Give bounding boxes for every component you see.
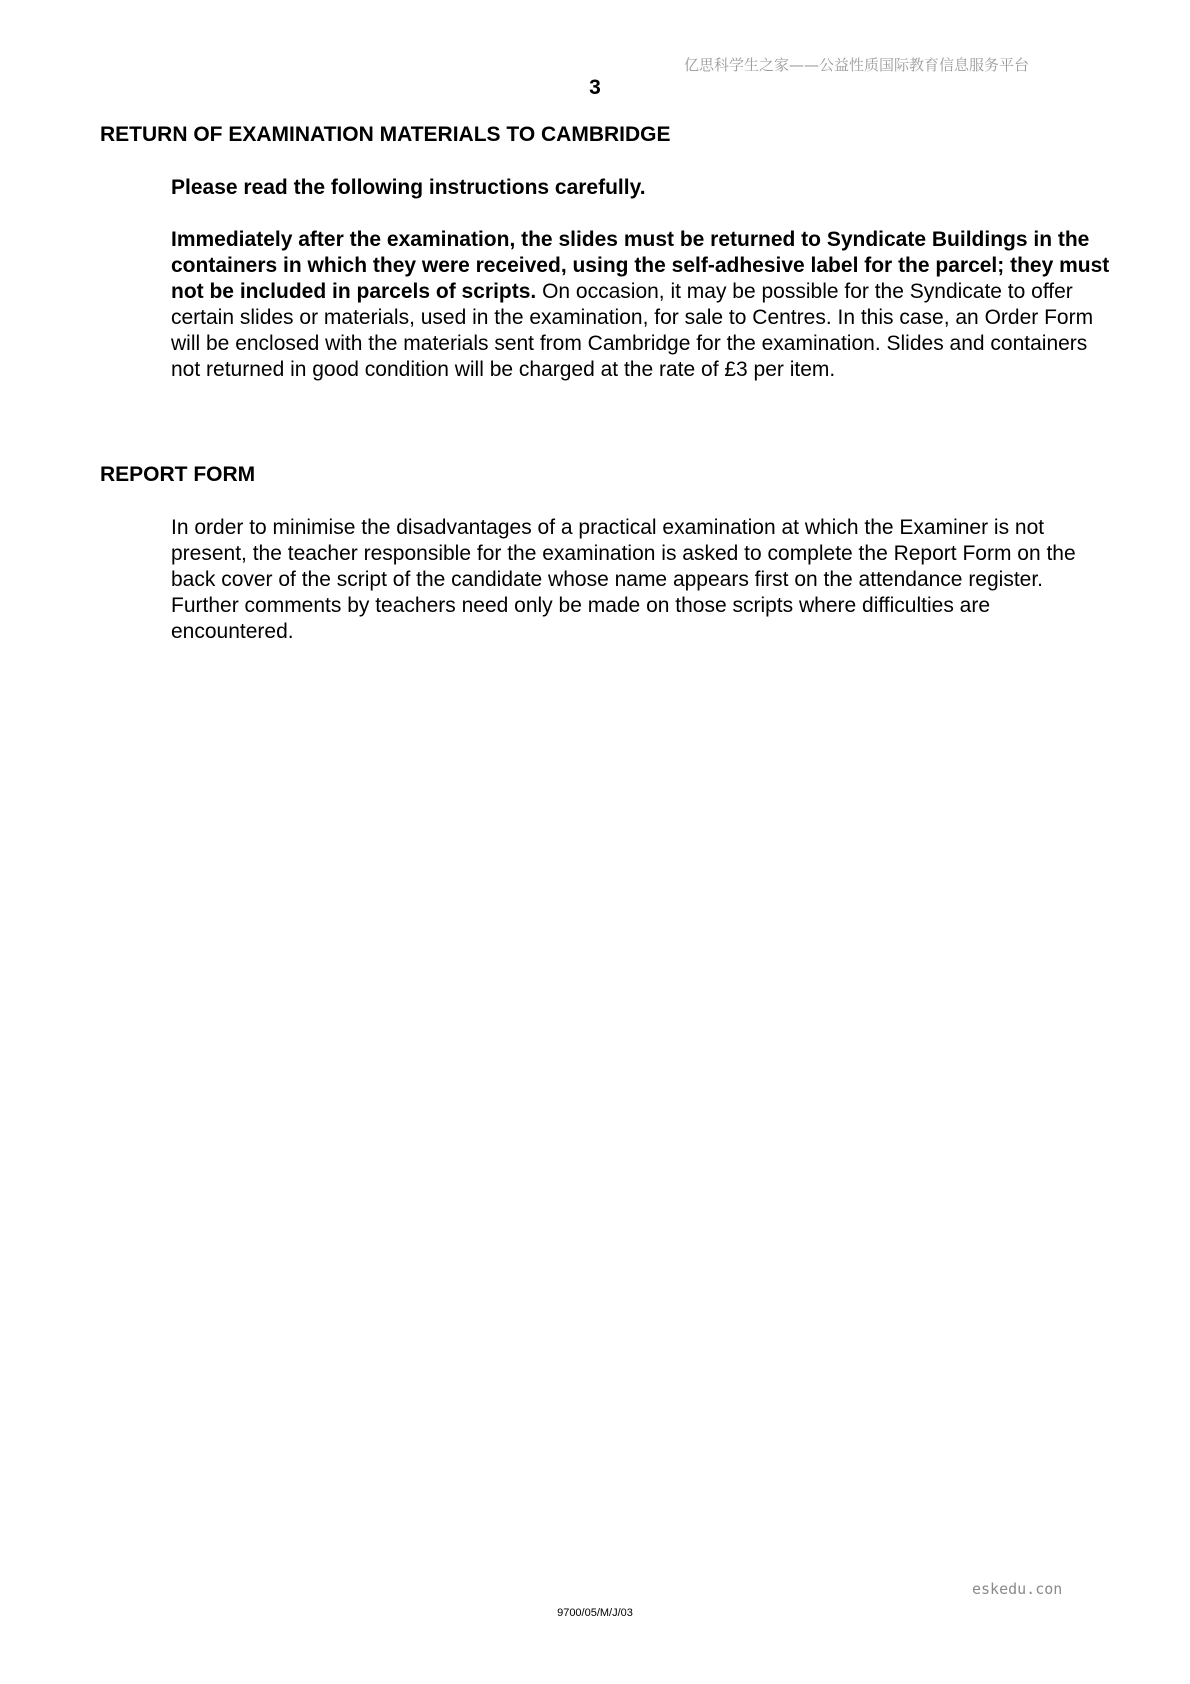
section-heading-return-materials: RETURN OF EXAMINATION MATERIALS TO CAMBRIDGE [100,123,671,146]
instruction-text: Please read the following instructions carefully. [171,176,646,199]
return-materials-body-text: On occasion, it may be possible for the Syndicate to offer certain slides or materials, used in the examination, for sale to Centres. In this case, an Order Form will be enclosed with the materials sent from Cambridge for the examination. Slides and containers not returned in good condition will be charged at the rate of £3 per item. [171,280,1094,381]
site-watermark: eskedu.con [972,1580,1063,1598]
paper-code: 9700/05/M/J/03 [557,1607,633,1619]
report-form-paragraph: In order to minimise the disadvantages of a practical examination at which the Examiner is not present, the teacher responsible for the examination is asked to complete the Report Form on the back cover of the script of the candidate whose name appears first on the attendance register. Further comments by teachers need only be made on those scripts where difficulties are encountered. [171,516,1076,643]
return-materials-bold-text: Immediately after the examination, the slides must be returned to Syndicate Buildings in the containers in which they were received, using the self-adhesive label for the parcel; they must not be included in parcels of scripts. [171,228,1110,303]
watermark-text: 亿思科学生之家——公益性质国际教育信息服务平台 [684,56,1030,74]
page-number: 3 [589,76,601,99]
return-materials-paragraph [171,227,1111,383]
section-heading-report-form: REPORT FORM [100,463,256,486]
